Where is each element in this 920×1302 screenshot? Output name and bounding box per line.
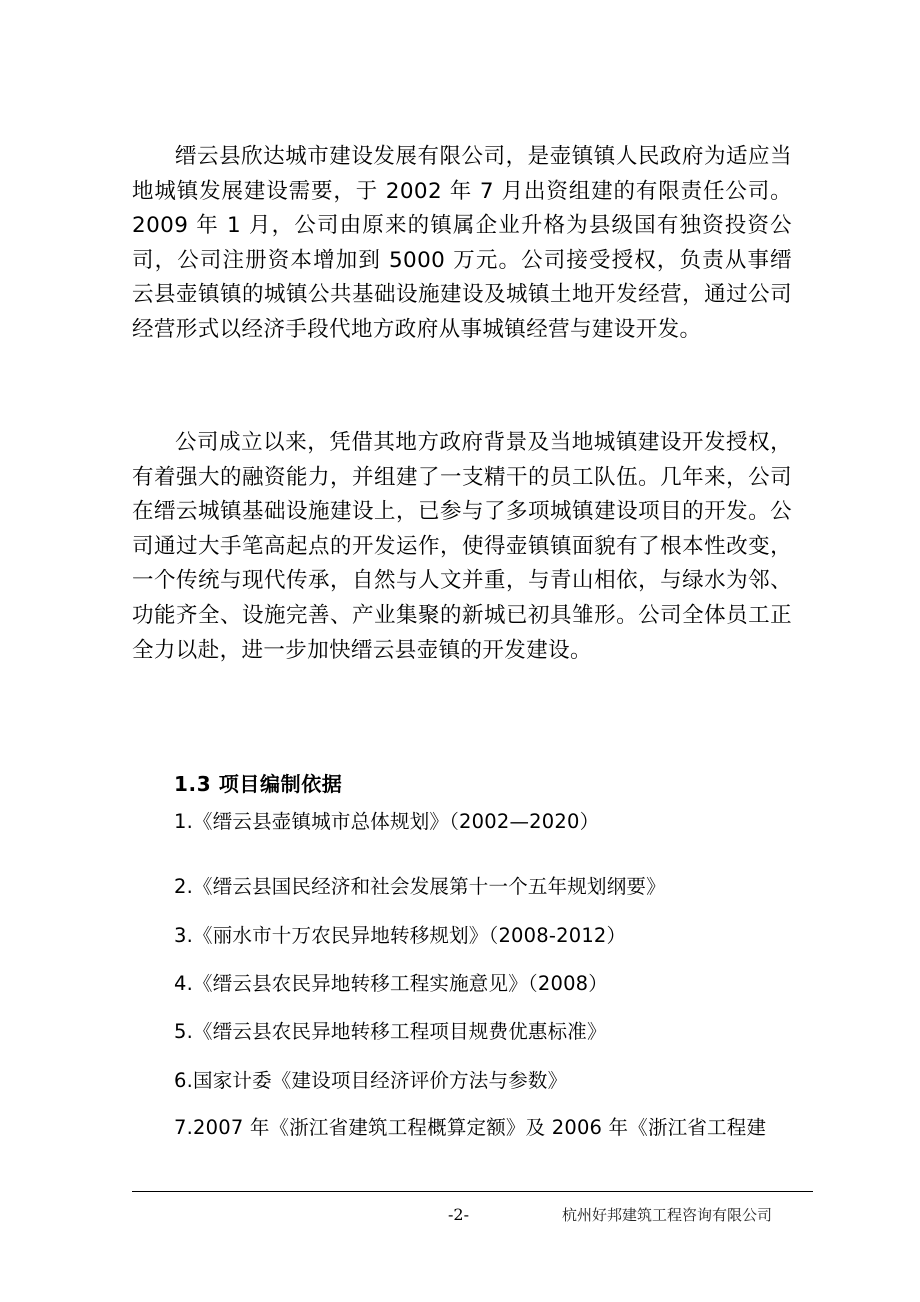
reference-item: 6.国家计委《建设项目经济评价方法与参数》 xyxy=(174,1069,568,1092)
reference-item: 1.《缙云县壶镇城市总体规划》（2002—2020） xyxy=(174,810,600,833)
reference-item: 7.2007 年《浙江省建筑工程概算定额》及 2006 年《浙江省工程建 xyxy=(174,1116,767,1139)
reference-item: 2.《缙云县国民经济和社会发展第十一个五年规划纲要》 xyxy=(174,875,666,898)
reference-item: 4.《缙云县农民异地转移工程实施意见》（2008） xyxy=(174,972,608,995)
page-number: -2- xyxy=(448,1205,469,1224)
reference-item: 5.《缙云县农民异地转移工程项目规费优惠标准》 xyxy=(174,1020,607,1043)
footer-divider xyxy=(132,1191,813,1192)
footer-company-name: 杭州好邦建筑工程咨询有限公司 xyxy=(562,1206,773,1224)
reference-item: 3.《丽水市十万农民异地转移规划》（2008-2012） xyxy=(174,924,627,947)
body-paragraph-2: 公司成立以来，凭借其地方政府背景及当地城镇建设开发授权，有着强大的融资能力，并组建了一支精干的员工队伍。几年来，公司在缙云城镇基础设施建设上，已参与了多项城镇建设项目的开发。公司通过大手笔高起点的开发运作，使得壶镇镇面貌有了根本性改变，一个传统与现代传承，自然与人文并重，与青山相依，与绿水为邻、功能齐全、设施完善、产业集聚的新城已初具雏形。公司全体员工正全力以赴，进一步加快缙云县壶镇的开发建设。 xyxy=(132,430,792,663)
body-paragraph-1: 缙云县欣达城市建设发展有限公司，是壶镇镇人民政府为适应当地城镇发展建设需要，于 2002 年 7 月出资组建的有限责任公司。2009 年 1 月，公司由原来的镇属企业升格为县级国有独资投资公司，公司注册资本增加到 5000 万元。公司接受授权，负责从事缙云县壶镇镇的城镇公共基础设施建设及城镇土地开发经营，通过公司经营形式以经济手段代地方政府从事城镇经营与建设开发。 xyxy=(132,144,792,342)
section-heading: 1.3 项目编制依据 xyxy=(174,772,343,796)
